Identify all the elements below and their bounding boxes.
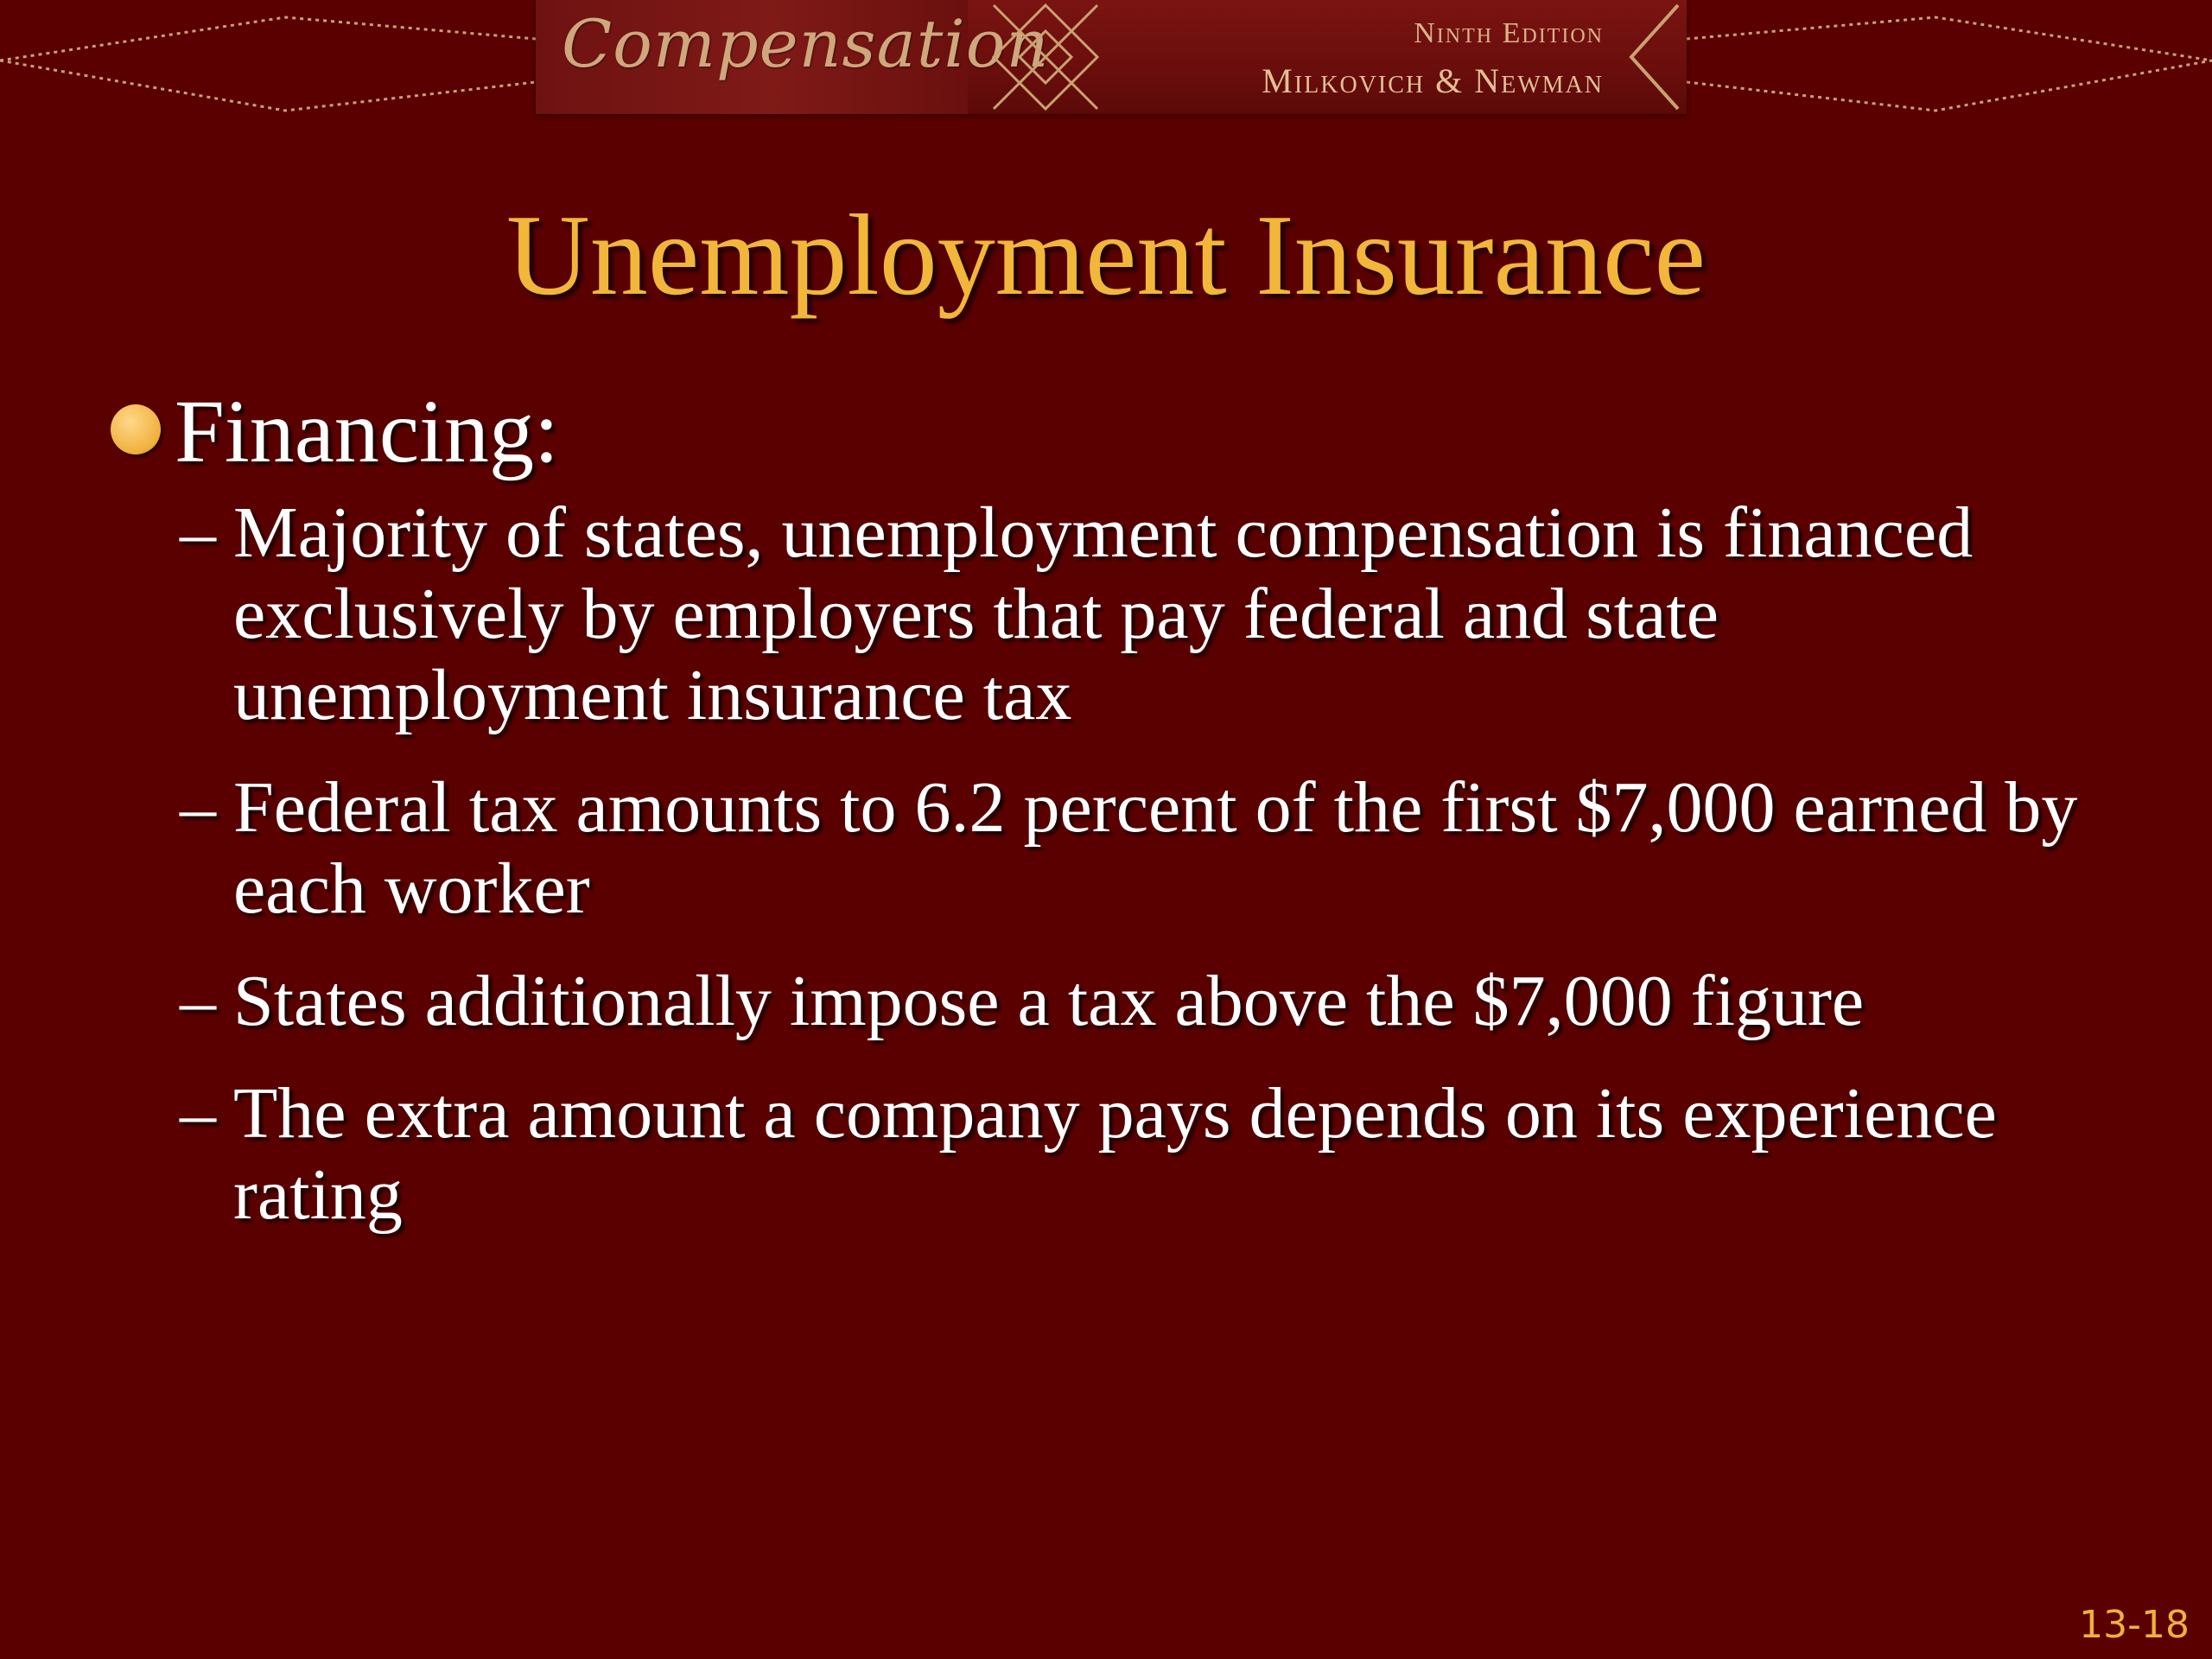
page-number: 13-18: [2079, 1603, 2190, 1647]
round-bullet-icon: [111, 404, 161, 454]
bullet-financing: [104, 380, 2117, 493]
slide-body: [104, 380, 2117, 1267]
dash-marker: –: [180, 961, 216, 1041]
book-edition: Ninth Edition: [1414, 17, 1604, 49]
sub-point-text: The extra amount a company pays depends on its experience rating: [233, 1073, 1997, 1235]
sub-point-text: States additionally impose a tax above the $7,000 figure: [233, 961, 1865, 1041]
dash-marker: –: [180, 767, 216, 848]
diamond-lattice-icon: [968, 0, 1123, 114]
book-title: Compensation: [562, 5, 1050, 82]
bullet-label: Financing:: [175, 382, 559, 481]
dash-marker: –: [180, 1073, 216, 1154]
sub-point: [180, 1073, 2117, 1236]
slide-title: Unemployment Insurance: [506, 191, 1706, 319]
sub-point: [180, 767, 2117, 930]
sub-point: [180, 493, 2117, 736]
book-authors: Milkovich & Newman: [1262, 61, 1604, 100]
sub-point-text: Majority of states, unemployment compensation is financed exclusively by employers that pay federal and state unemployment insurance tax: [233, 493, 1974, 735]
sub-point-text: Federal tax amounts to 6.2 percent of the first $7,000 earned by each worker: [233, 767, 2078, 929]
dash-marker: –: [180, 493, 216, 573]
sub-point: [180, 961, 2117, 1042]
chevron-left-icon: [1618, 0, 1687, 114]
book-banner: [536, 0, 1687, 114]
